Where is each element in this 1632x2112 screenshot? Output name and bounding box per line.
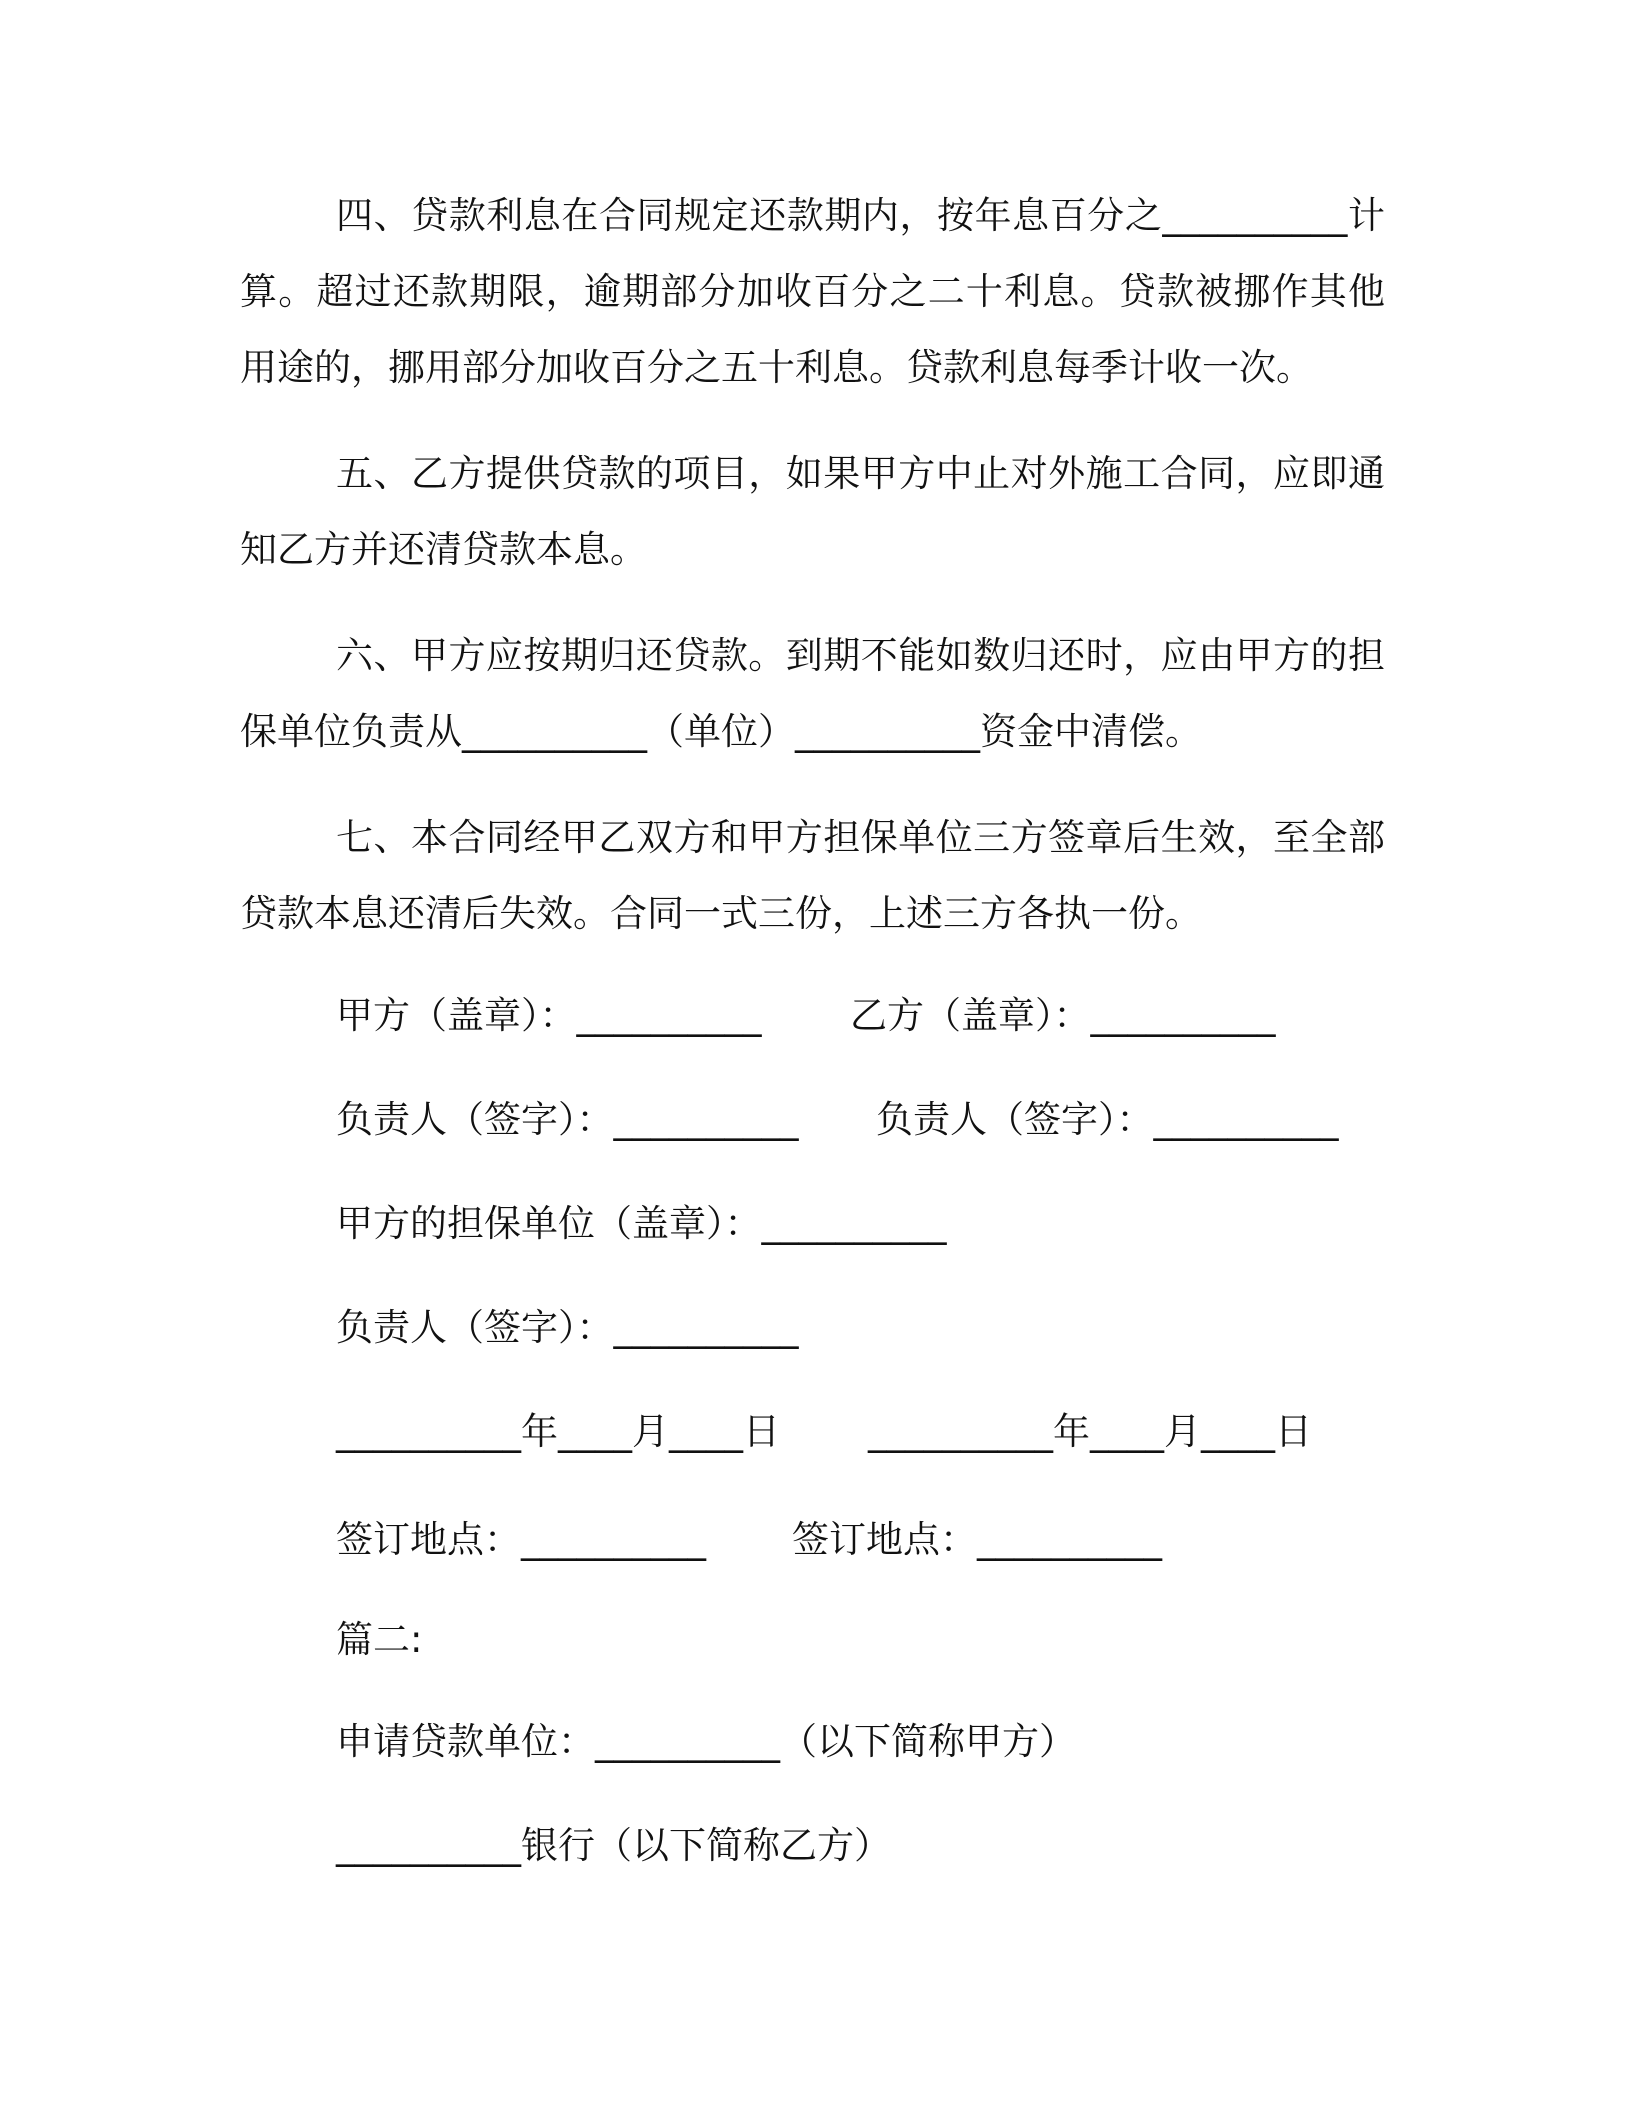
section-two-heading: 篇二: bbox=[336, 1618, 423, 1661]
clause-five: 五、乙方提供贷款的项目，如果甲方中止对外施工合同，应即通知乙方并还清贷款本息。 bbox=[240, 452, 1385, 571]
place-right-line: 签订地点：__________ bbox=[792, 1518, 1162, 1561]
clause-six: 六、甲方应按期归还贷款。到期不能如数归还时，应由甲方的担保单位负责从__________（单位）__________资金中清偿。 bbox=[240, 634, 1385, 753]
date-left-line: __________年____月____日 bbox=[336, 1410, 780, 1453]
clause-seven: 七、本合同经甲乙双方和甲方担保单位三方签章后生效，至全部贷款本息还清后失效。合同一式三份，上述三方各执一份。 bbox=[240, 816, 1385, 935]
guarantor-seal-line: 甲方的担保单位（盖章）：__________ bbox=[336, 1202, 947, 1245]
guarantor-responsible-line: 负责人（签字）：__________ bbox=[336, 1306, 799, 1349]
bank-line: __________银行（以下简称乙方） bbox=[336, 1824, 891, 1867]
date-right-line: __________年____月____日 bbox=[868, 1410, 1312, 1453]
applicant-line: 申请贷款单位：__________（以下简称甲方） bbox=[336, 1720, 1076, 1763]
party-b-responsible-line: 负责人（签字）：__________ bbox=[876, 1098, 1339, 1141]
clause-four: 四、贷款利息在合同规定还款期内，按年息百分之__________计算。超过还款期限，逾期部分加收百分之二十利息。贷款被挪作其他用途的，挪用部分加收百分之五十利息。贷款利息每季计收一次。 bbox=[240, 194, 1385, 389]
party-b-seal-line: 乙方（盖章）：__________ bbox=[850, 994, 1276, 1037]
place-left-line: 签订地点：__________ bbox=[336, 1518, 706, 1561]
party-a-seal-line: 甲方（盖章）：__________ bbox=[336, 994, 762, 1037]
party-a-responsible-line: 负责人（签字）：__________ bbox=[336, 1098, 799, 1141]
